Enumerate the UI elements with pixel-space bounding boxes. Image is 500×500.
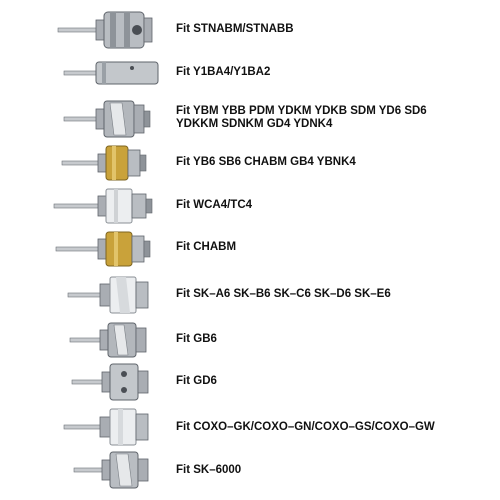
- fit-model-label: Fit WCA4/TC4: [176, 199, 253, 211]
- fit-model-label: Fit SK–A6 SK–B6 SK–C6 SK–D6 SK–E6: [176, 288, 391, 300]
- fit-model-label: Fit GD6: [176, 375, 217, 387]
- turbine-cartridge-image: [40, 53, 170, 93]
- fit-model-label: Fit Y1BA4/Y1BA2: [176, 66, 271, 78]
- fit-model-label: Fit YB6 SB6 CHABM GB4 YBNK4: [176, 156, 356, 168]
- turbine-cartridge-image: [40, 362, 170, 402]
- fit-model-label: Fit COXO–GK/COXO–GN/COXO–GS/COXO–GW: [176, 421, 435, 433]
- fit-model-label: Fit CHABM: [176, 241, 237, 253]
- turbine-cartridge-image: [40, 275, 170, 315]
- turbine-cartridge-image: [40, 320, 170, 360]
- fit-model-label: Fit GB6: [176, 333, 217, 345]
- fit-model-label: Fit STNABM/STNABB: [176, 23, 294, 35]
- turbine-cartridge-image: [40, 143, 170, 183]
- fit-model-label: Fit YBM YBB PDM YDKM YDKB SDM YD6 SD6 YDKKM SDNKM GD4 YDNK4: [176, 105, 427, 130]
- turbine-cartridge-image: [40, 99, 170, 139]
- fit-model-label: Fit SK–6000: [176, 464, 242, 476]
- turbine-cartridge-image: [40, 229, 170, 269]
- turbine-cartridge-image: [40, 407, 170, 447]
- turbine-cartridge-image: [40, 186, 170, 226]
- turbine-cartridge-image: [40, 450, 170, 490]
- turbine-cartridge-image: [40, 10, 170, 50]
